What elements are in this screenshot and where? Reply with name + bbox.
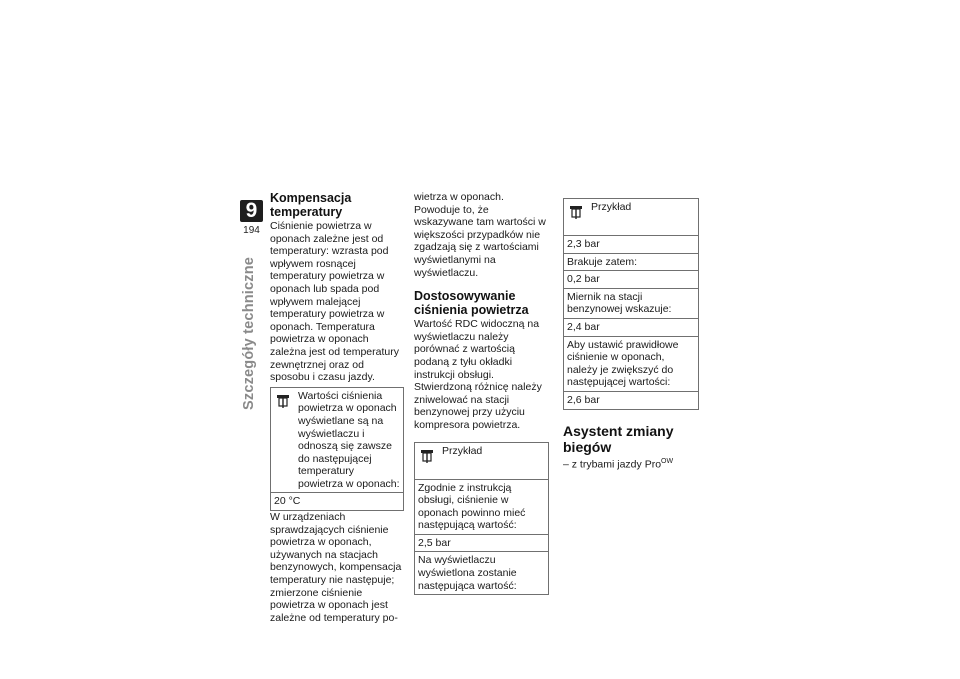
paragraph: Wartość RDC widoczną na wyświetlaczu należy porównać z wartością podaną z tyłu okładki instrukcji obsługi. Stwierdzoną różnicę należy zniwelować na stacji benzynowej przy użyciu kompresora powietrza.	[414, 318, 542, 431]
paragraph: Ciśnienie powietrza w oponach zależne jest od temperatury: wzrasta pod wpływem rosnącej temperatury powietrza w oponach lub spada pod wpływem malejącej temperatury powietrza w oponach. Temperatura powietrza w oponach zależna jest od temperatury zewnętrznej oraz od sposobu i czasu jazdy.	[270, 220, 399, 384]
bullet-item: – z trybami jazdy Pro$^{OW}$	[563, 457, 674, 471]
chapter-number-tab	[240, 200, 263, 222]
example-row: 2,6 bar	[567, 393, 600, 406]
heading-pressure-adjustment: Dostosowywanie ciśnienia powietrza	[414, 289, 529, 318]
column-2	[414, 191, 549, 595]
paragraph: W urządzeniach sprawdzających ciśnienie powietrza w oponach, używanych na stacjach benzynowych, kompensacja temperatury nie następuje; zmierzone ciśnienie powietrza w oponach jest zależne od temperatury po-	[270, 511, 402, 624]
note-box	[270, 387, 404, 511]
example-row: Zgodnie z instrukcją obsługi, ciśnienie w oponach powinno mieć następującą wartość:	[415, 480, 548, 535]
example-row: 2,3 bar	[564, 236, 698, 254]
example-row: 2,4 bar	[564, 319, 698, 337]
chapter-title: Szczegóły techniczne	[241, 256, 257, 410]
tire-pressure-icon	[569, 205, 583, 220]
example-row: Brakuje zatem:	[564, 254, 698, 272]
example-label: Przykład	[442, 444, 483, 457]
page-number: 194	[243, 225, 260, 236]
note-text: Wartości ciśnienia powietrza w oponach wyświetlane są na wyświetlaczu i odnoszą się zawsze do następującej temperatury powietrza w oponach:	[298, 389, 400, 490]
example-label: Przykład	[591, 201, 632, 213]
example-row: 0,2 bar	[564, 271, 698, 289]
example-row: Na wyświetlaczu wyświetlona zostanie następująca wartość:	[418, 554, 517, 592]
note-value: 20 °C	[274, 495, 301, 508]
example-row: 2,5 bar	[415, 535, 548, 553]
paragraph: wietrza w oponach. Powoduje to, że wskazywane tam wartości w większości przypadków nie zgadzają się z wartościami wyświetlanymi na wyświetlaczu.	[414, 191, 546, 279]
tire-pressure-icon	[276, 394, 290, 409]
tire-pressure-icon	[420, 449, 434, 464]
example-box	[563, 198, 699, 410]
example-row: Aby ustawić prawidłowe ciśnienie w oponach, należy je zwiększyć do następującej wartości:	[564, 337, 698, 392]
chapter-number: 9	[245, 199, 258, 222]
example-box	[414, 442, 549, 596]
heading-temperature-compensation: Kompensacja temperatury	[270, 191, 352, 219]
column-3	[563, 191, 699, 471]
example-row: Miernik na stacji benzynowej wskazuje:	[564, 289, 698, 319]
column-1	[270, 191, 404, 624]
heading-gear-shift-assistant: Asystent zmiany biegów	[563, 422, 674, 455]
